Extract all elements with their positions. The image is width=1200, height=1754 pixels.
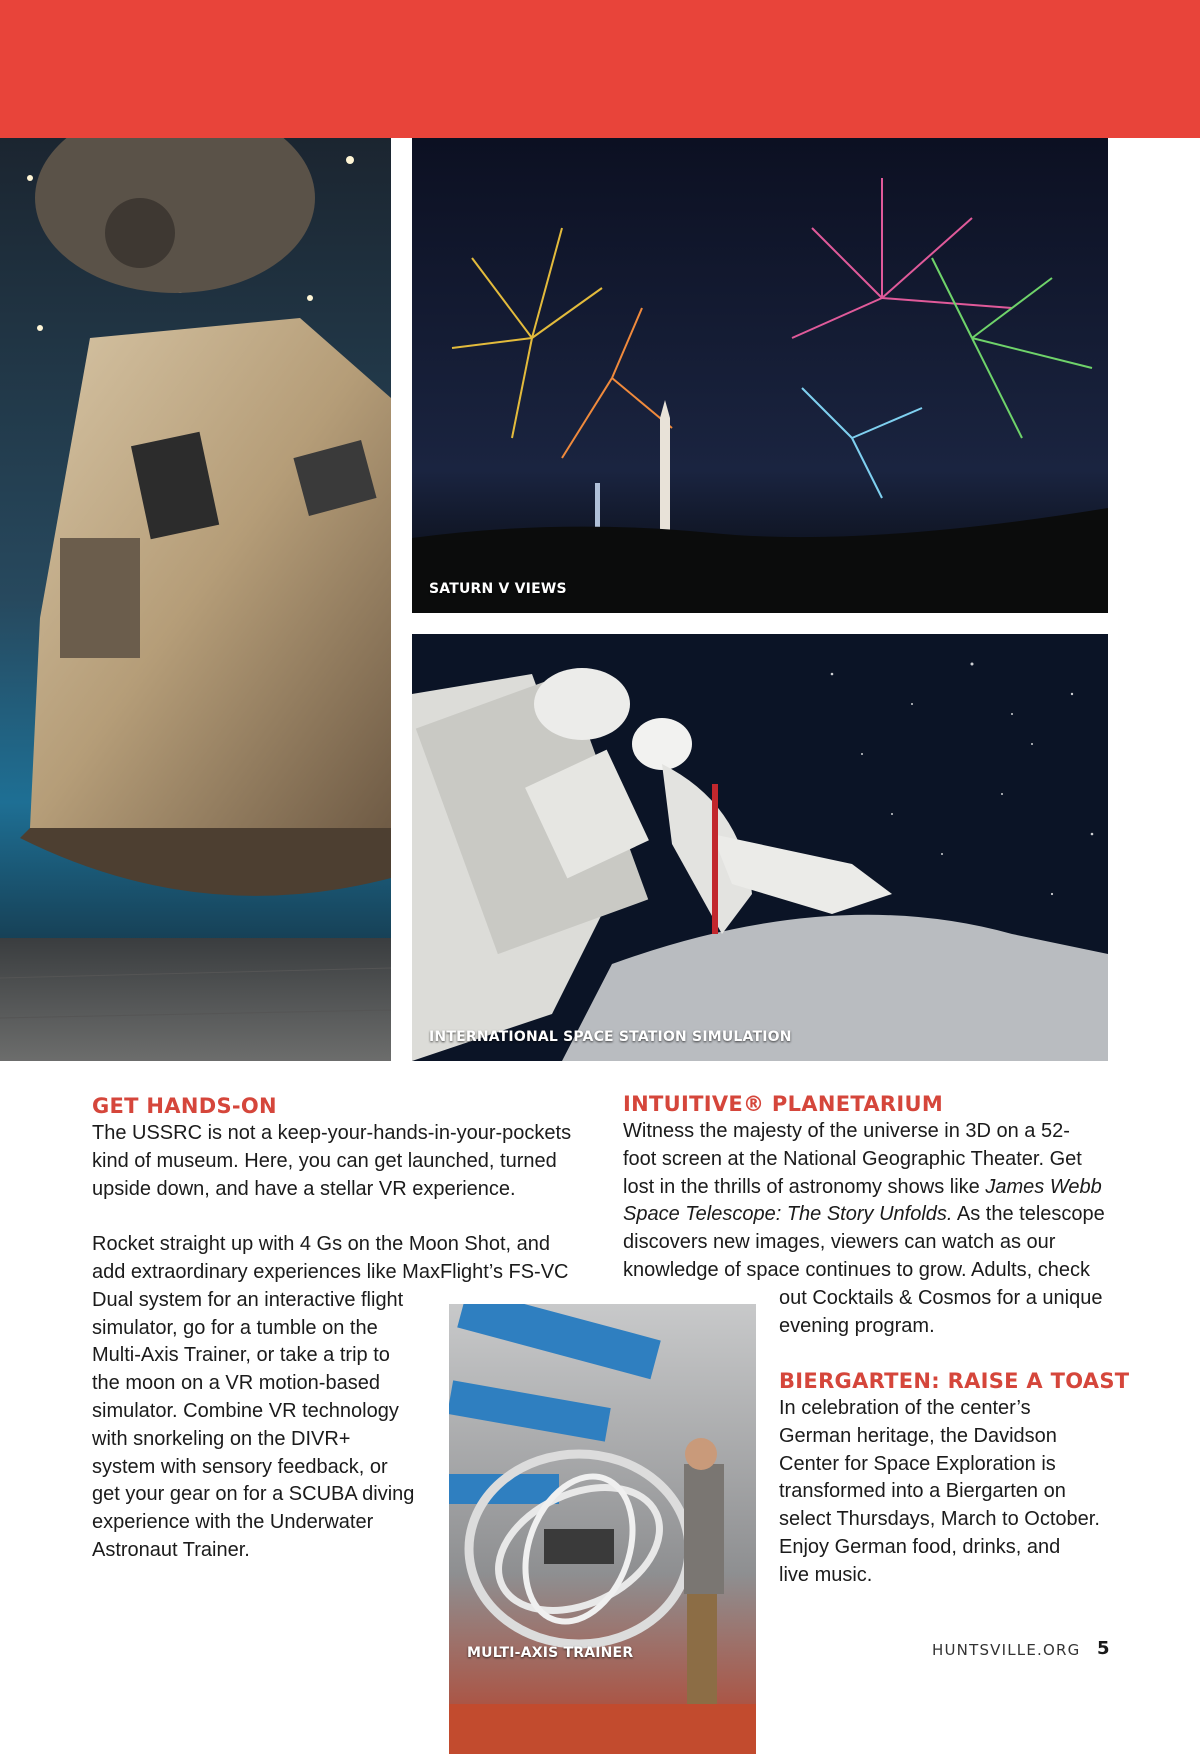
planetarium-text [623, 1118, 1105, 1340]
text-line: kind of museum. Here, you can get launched, turned [92, 1149, 557, 1172]
text-line: Witness the majesty of the universe in 3D on a 52- [623, 1120, 1070, 1142]
text-span: lost in the thrills of astronomy shows like [623, 1175, 986, 1198]
biergarten-heading: BIERGARTEN: RAISE A TOAST [779, 1369, 1130, 1393]
text-line: simulator, go for a tumble on the [92, 1316, 378, 1339]
text-line: Multi-Axis Trainer, or take a trip to [92, 1344, 390, 1367]
footer-website: HUNTSVILLE.ORG [932, 1641, 1081, 1659]
text-line: discovers new images, viewers can watch as our [623, 1231, 1056, 1254]
apollo-capsule-photo [0, 138, 391, 1061]
text-line: Center for Space Exploration is [779, 1452, 1056, 1475]
text-line: knowledge of space continues to grow. Adults, check [623, 1258, 1090, 1281]
iss-caption: INTERNATIONAL SPACE STATION SIMULATION [429, 1029, 792, 1045]
planetarium-heading: INTUITIVE® PLANETARIUM [623, 1092, 944, 1116]
text-line: with snorkeling on the DIVR+ [92, 1427, 351, 1450]
text-line: Astronaut Trainer. [92, 1538, 250, 1561]
text-line: Dual system for an interactive flight [92, 1288, 404, 1311]
text-line: Rocket straight up with 4 Gs on the Moon Shot, and [92, 1233, 551, 1256]
text-line: add extraordinary experiences like MaxFlight’s FS-VC [92, 1260, 569, 1283]
page-number: 5 [1097, 1638, 1110, 1659]
get-hands-on-text [92, 1120, 571, 1565]
show-title: James Webb [985, 1175, 1102, 1198]
text-line: the moon on a VR motion-based [92, 1372, 380, 1395]
text-line: live music. [779, 1563, 873, 1586]
saturn-v-fireworks-photo [412, 138, 1108, 613]
get-hands-on-heading: GET HANDS-ON [92, 1094, 277, 1118]
iss-simulation-photo [412, 634, 1108, 1061]
text-line: transformed into a Biergarten on [779, 1480, 1066, 1503]
text-line: simulator. Combine VR technology [92, 1399, 399, 1422]
text-line [623, 1201, 1105, 1229]
saturn-v-caption: SATURN V VIEWS [429, 581, 567, 597]
top-color-band [0, 0, 1200, 138]
show-title: Space Telescope: The Story Unfolds. [623, 1203, 953, 1226]
text-line [623, 1174, 1105, 1202]
multi-axis-trainer-caption: MULTI-AXIS TRAINER [467, 1645, 634, 1661]
text-line: foot screen at the National Geographic Theater. Get [623, 1147, 1082, 1170]
text-line: system with sensory feedback, or [92, 1455, 388, 1478]
text-line: German heritage, the Davidson [779, 1424, 1057, 1447]
text-line: select Thursdays, March to October. [779, 1508, 1100, 1531]
text-line: In celebration of the center’s [779, 1397, 1031, 1419]
text-line: upside down, and have a stellar VR experience. [92, 1177, 516, 1200]
biergarten-text [779, 1395, 1100, 1590]
text-line: evening program. [779, 1314, 935, 1337]
text-line: experience with the Underwater [92, 1511, 374, 1534]
text-line: The USSRC is not a keep-your-hands-in-your-pockets [92, 1122, 572, 1144]
text-line: get your gear on for a SCUBA diving [92, 1483, 415, 1506]
text-line: out Cocktails & Cosmos for a unique [779, 1286, 1103, 1309]
text-line: Enjoy German food, drinks, and [779, 1535, 1061, 1558]
text-span: As the telescope [952, 1203, 1105, 1226]
